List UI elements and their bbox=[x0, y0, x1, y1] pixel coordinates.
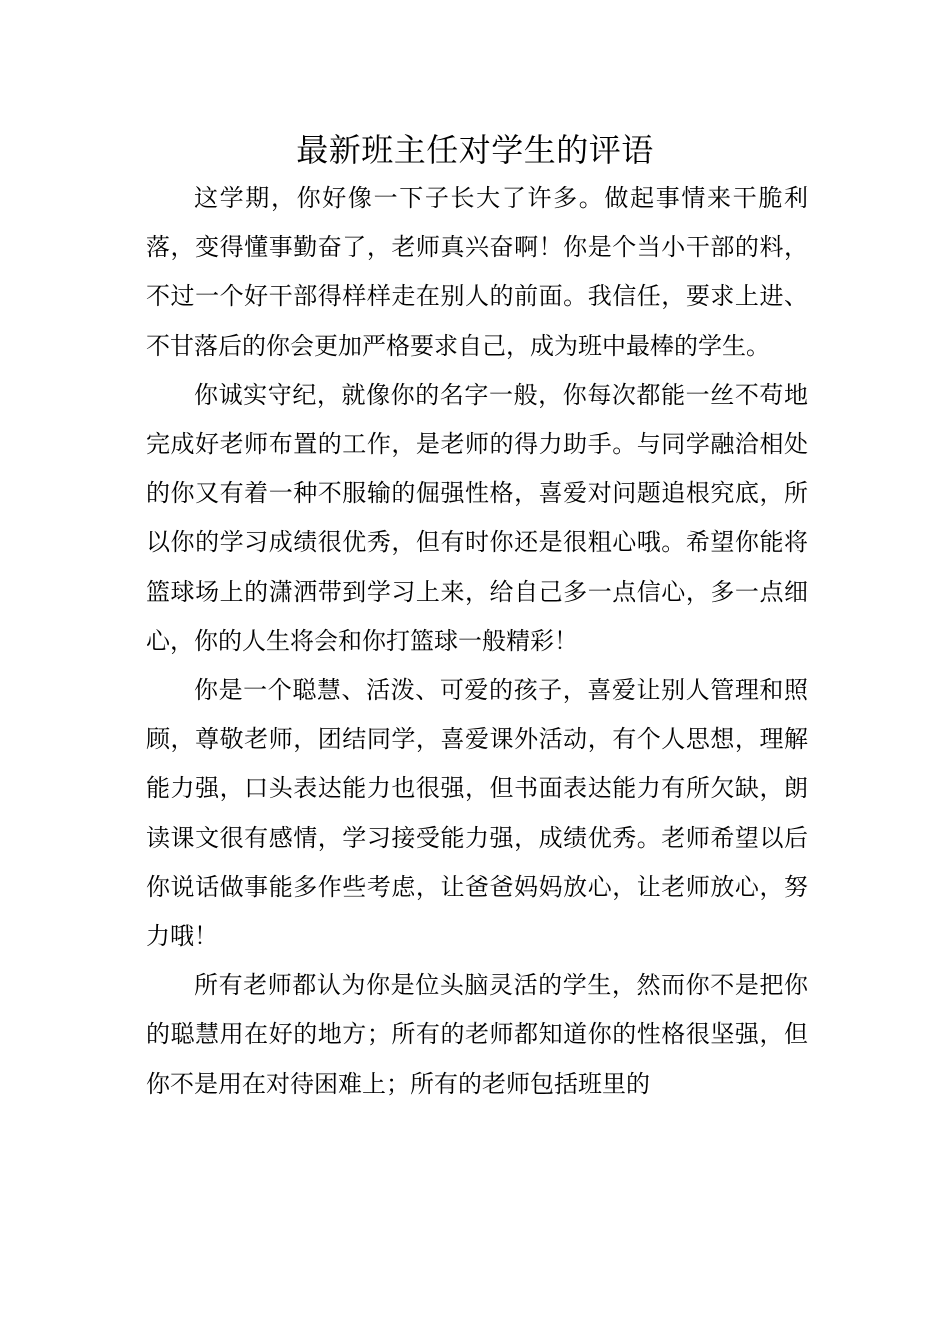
paragraph-2: 你诚实守纪，就像你的名字一般，你每次都能一丝不苟地完成好老师布置的工作，是老师的得力助手。与同学融洽相处的你又有着一种不服输的倔强性格，喜爱对问题追根究底，所以你的学习成绩很优秀，但有时你还是很粗心哦。希望你能将篮球场上的潇洒带到学习上来，给自己多一点信心，多一点细心，你的人生将会和你打篮球一般精彩！ bbox=[146, 380, 808, 655]
paragraph-3: 你是一个聪慧、活泼、可爱的孩子，喜爱让别人管理和照顾，尊敬老师，团结同学，喜爱课外活动，有个人思想，理解能力强，口头表达能力也很强，但书面表达能力有所欠缺，朗读课文很有感情，学习接受能力强，成绩优秀。老师希望以后你说话做事能多作些考虑，让爸爸妈妈放心，让老师放心，努力哦！ bbox=[146, 676, 808, 951]
paragraph-4: 所有老师都认为你是位头脑灵活的学生，然而你不是把你的聪慧用在好的地方；所有的老师都知道你的性格很坚强，但你不是用在对待困难上；所有的老师包括班里的 bbox=[146, 971, 808, 1098]
document-title: 最新班主任对学生的评语 bbox=[296, 131, 654, 169]
paragraph-1: 这学期，你好像一下子长大了许多。做起事情来干脆利落，变得懂事勤奋了，老师真兴奋啊！你是个当小干部的料，不过一个好干部得样样走在别人的前面。我信任，要求上进、不甘落后的你会更加严格要求自己，成为班中最棒的学生。 bbox=[146, 184, 808, 360]
document-body bbox=[146, 174, 808, 1109]
